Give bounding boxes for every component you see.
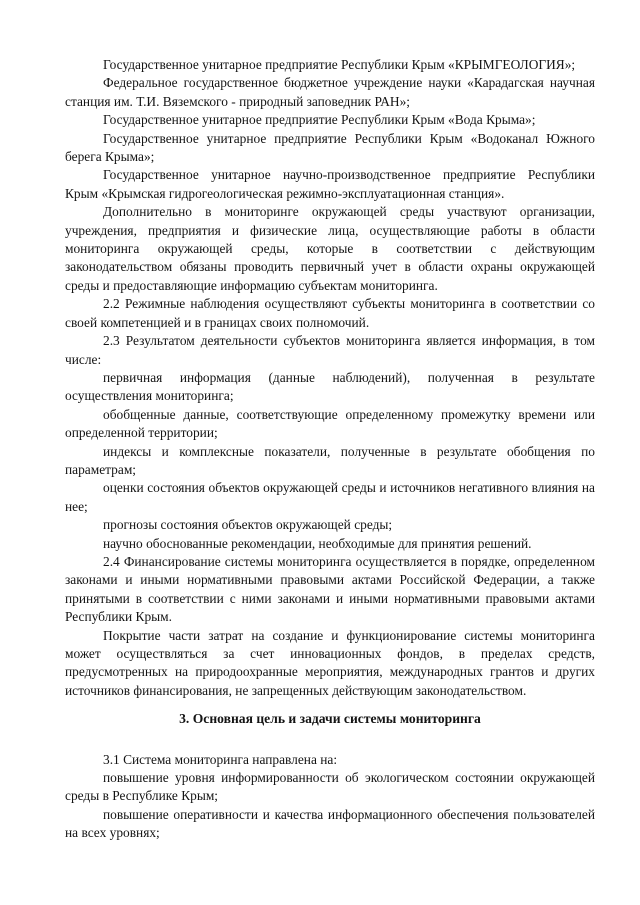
section-spacer [65, 729, 595, 751]
list-item-recommendations: научно обоснованные рекомендации, необходимые для принятия решений. [103, 535, 532, 551]
paragraph-2-4: 2.4 Финансирование системы мониторинга осуществляется в порядке, определенном законами и иными нормативными правовыми актами Российской Федерации, а также принятыми в соответствии с ними законами и иными нормативными правовыми актами Республики Крым. [65, 553, 595, 625]
list-item-awareness: повышение уровня информированности об экологическом состоянии окружающей среды в Республике Крым; [65, 770, 595, 804]
section-heading: 3. Основная цель и задачи системы мониторинга [179, 711, 481, 727]
paragraph-additional-participants: Дополнительно в мониторинге окружающей среды участвуют организации, учреждения, предприятия и физические лица, осуществляющие работы в области мониторинга окружающей среды, которые в соответствии с действующим законодательством обязаны проводить первичный учет в области охраны окружающей среды и предоставляющие информацию субъектам мониторинга. [65, 204, 595, 293]
paragraph-org-voda-kryma: Государственное унитарное предприятие Республики Крым «Вода Крыма»; [103, 112, 536, 128]
paragraph-cost-coverage: Покрытие части затрат на создание и функционирование системы мониторинга может осуществляться за счет инновационных фондов, в пределах средств, предусмотренных на природоохранные мероприятия, международных грантов и других источников финансирования, не запрещенных действующим законодательством. [65, 627, 595, 698]
list-item-efficiency: повышение оперативности и качества информационного обеспечения пользователей на всех уровнях; [65, 806, 595, 841]
paragraph-2-2: 2.2 Режимные наблюдения осуществляют субъекты мониторинга в соответствии со своей компетенцией и в границах своих полномочий. [65, 296, 595, 330]
document-page [65, 56, 595, 843]
list-item-generalized-data: обобщенные данные, соответствующие определенному промежутку времени или определенной территории; [65, 406, 595, 441]
list-item-indices: индексы и комплексные показатели, полученные в результате обобщения по параметрам; [65, 443, 595, 477]
paragraph-org-vodokanal: Государственное унитарное предприятие Республики Крым «Водоканал Южного берега Крыма»; [65, 130, 595, 165]
paragraph-org-krymgeologiya: Государственное унитарное предприятие Республики Крым «КРЫМГЕОЛОГИЯ»; [103, 57, 576, 72]
paragraph-3-1: 3.1 Система мониторинга направлена на: [103, 751, 338, 767]
paragraph-2-3: 2.3 Результатом деятельности субъектов мониторинга является информация, в том числе: [65, 333, 595, 367]
paragraph-org-karadag: Федеральное государственное бюджетное учреждение науки «Карадагская научная станция им. Т.И. Вяземского - природный заповедник РАН»; [65, 75, 595, 109]
list-item-forecasts: прогнозы состояния объектов окружающей среды; [103, 517, 393, 533]
list-item-assessments: оценки состояния объектов окружающей среды и источников негативного влияния на нее; [65, 480, 595, 514]
list-item-primary-info: первичная информация (данные наблюдений), полученная в результате осуществления мониторинга; [65, 369, 595, 404]
paragraph-org-hydrogeology: Государственное унитарное научно-производственное предприятие Республики Крым «Крымская гидрогеологическая режимно-эксплуатационная станция». [65, 167, 595, 201]
